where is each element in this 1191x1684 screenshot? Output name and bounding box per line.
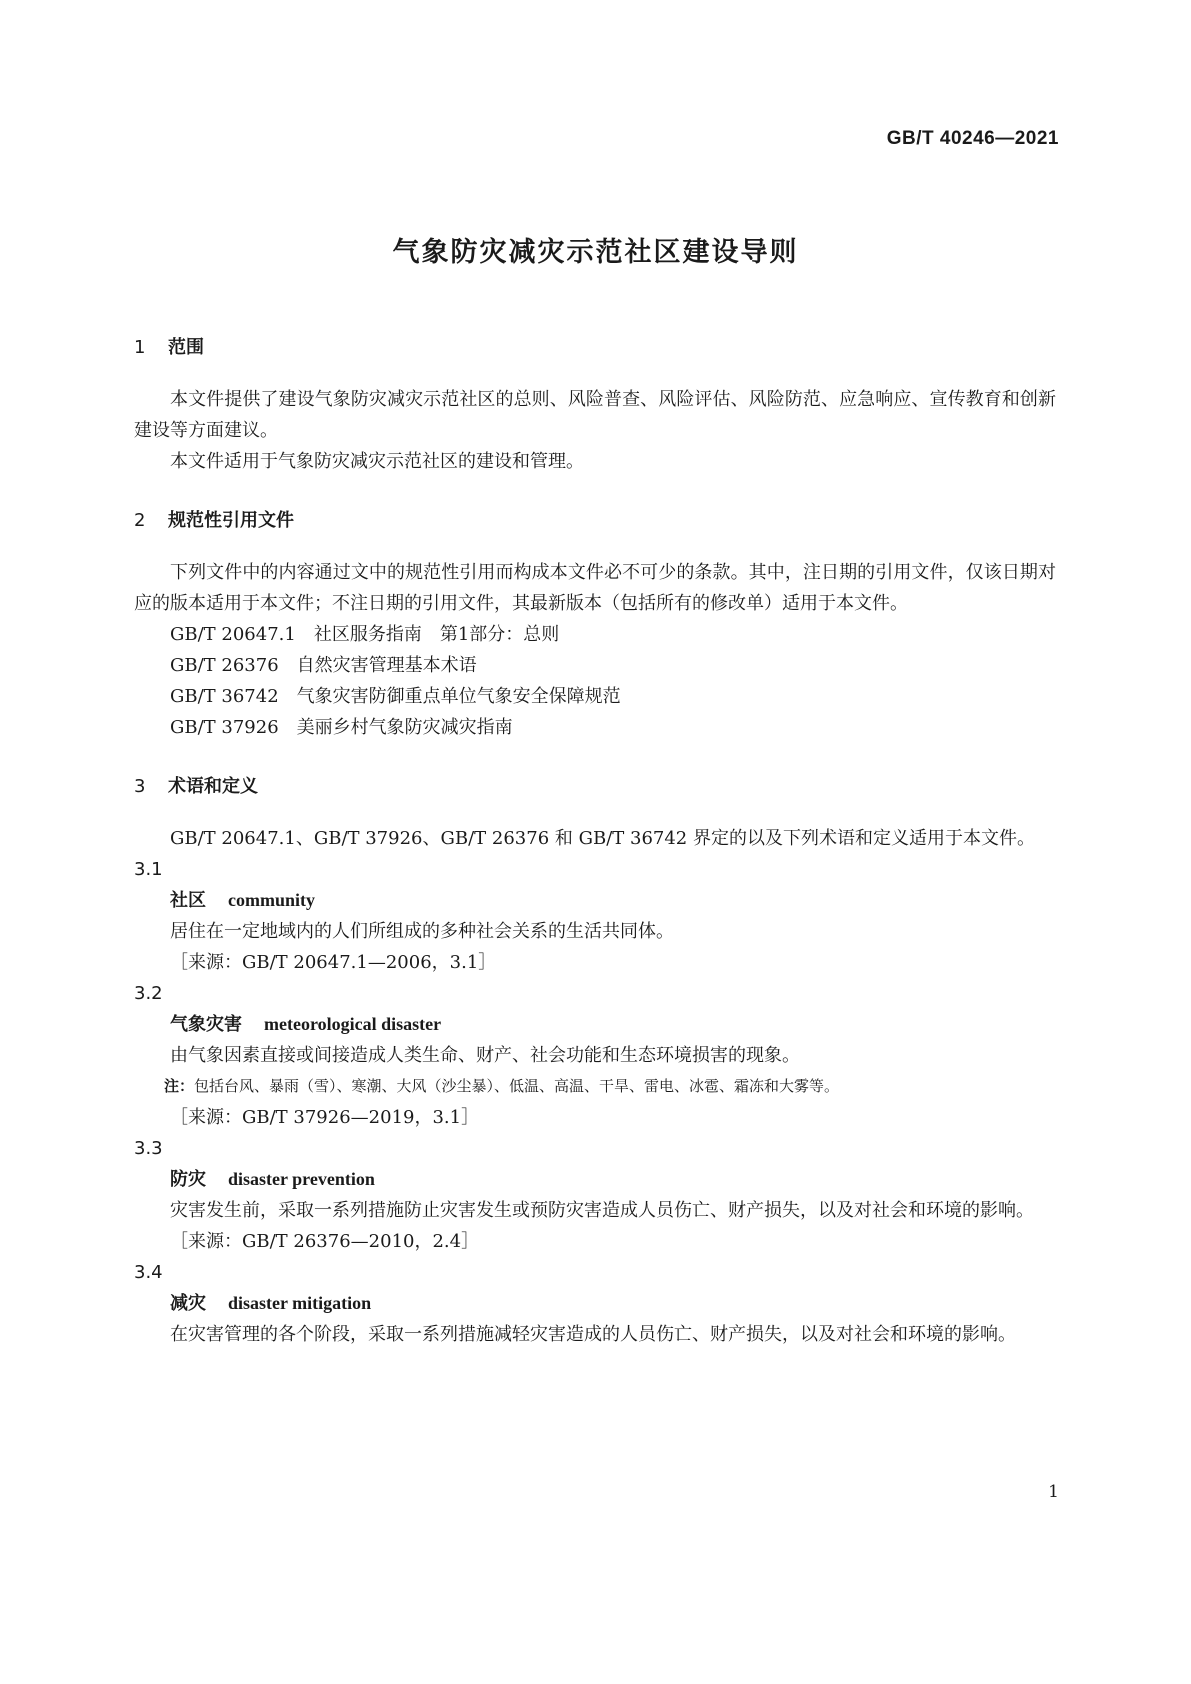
- term-zh: 气象灾害: [170, 1014, 242, 1035]
- term-en: community: [228, 890, 315, 910]
- document-title: 气象防灾减灾示范社区建设导则: [392, 237, 799, 268]
- term-number: 3.3: [134, 1138, 163, 1159]
- term-source: ［来源：GB/T 37926—2019，3.1］: [170, 1107, 480, 1128]
- term-en: disaster prevention: [228, 1169, 375, 1189]
- reference-item: GB/T 36742 气象灾害防御重点单位气象安全保障规范: [170, 686, 621, 707]
- note-label: 注：: [164, 1077, 195, 1095]
- term-zh: 减灾: [170, 1293, 206, 1314]
- reference-item: GB/T 37926 美丽乡村气象防灾减灾指南: [170, 717, 513, 738]
- paragraph: GB/T 20647.1、GB/T 37926、GB/T 26376 和 GB/T 36742 界定的以及下列术语和定义适用于本文件。: [170, 828, 1035, 849]
- section-number: 1: [134, 337, 146, 358]
- term-definition: 居住在一定地域内的人们所组成的多种社会关系的生活共同体。: [170, 921, 674, 942]
- page-number: 1: [1048, 1482, 1059, 1502]
- term-note: [134, 1071, 1056, 1102]
- term-number: 3.4: [134, 1262, 163, 1283]
- term-definition: 在灾害管理的各个阶段，采取一系列措施减轻灾害造成的人员伤亡、财产损失，以及对社会和环境的影响。: [170, 1324, 1016, 1345]
- paragraph: 下列文件中的内容通过文中的规范性引用而构成本文件必不可少的条款。其中，注日期的引用文件，仅该日期对应的版本适用于本文件；不注日期的引用文件，其最新版本（包括所有的修改单）适用于本文件。: [134, 562, 1056, 614]
- reference-item: GB/T 26376 自然灾害管理基本术语: [170, 655, 477, 676]
- reference-item: GB/T 20647.1 社区服务指南 第1部分：总则: [170, 624, 560, 645]
- paragraph: 本文件提供了建设气象防灾减灾示范社区的总则、风险普查、风险评估、风险防范、应急响应、宣传教育和创新建设等方面建议。: [134, 389, 1056, 441]
- term-source: ［来源：GB/T 26376—2010，2.4］: [170, 1231, 480, 1252]
- term-heading: [134, 885, 1056, 916]
- section-3-heading: [134, 771, 1056, 803]
- term-heading: [134, 1164, 1056, 1195]
- note-text: 包括台风、暴雨（雪）、寒潮、大风（沙尘暴）、低温、高温、干旱、雷电、冰雹、霜冻和大雾等。: [194, 1077, 840, 1095]
- term-en: disaster mitigation: [228, 1293, 372, 1313]
- standard-code: GB/T 40246—2021: [886, 128, 1059, 149]
- term-source: ［来源：GB/T 20647.1—2006，3.1］: [170, 952, 497, 973]
- term-number: 3.2: [134, 983, 163, 1004]
- section-2-heading: [134, 505, 1056, 537]
- section-title: 规范性引用文件: [168, 510, 294, 531]
- document-body: [134, 332, 1056, 1350]
- section-number: 2: [134, 510, 146, 531]
- term-zh: 防灾: [170, 1169, 206, 1190]
- term-definition: 由气象因素直接或间接造成人类生命、财产、社会功能和生态环境损害的现象。: [170, 1045, 800, 1066]
- term-heading: [134, 1288, 1056, 1319]
- section-1-heading: [134, 332, 1056, 364]
- paragraph: 本文件适用于气象防灾减灾示范社区的建设和管理。: [170, 451, 584, 472]
- section-title: 范围: [168, 337, 204, 358]
- term-en: meteorological disaster: [264, 1014, 442, 1034]
- term-definition: 灾害发生前，采取一系列措施防止灾害发生或预防灾害造成人员伤亡、财产损失，以及对社会和环境的影响。: [170, 1200, 1034, 1221]
- term-zh: 社区: [170, 890, 206, 911]
- term-number: 3.1: [134, 859, 163, 880]
- term-heading: [134, 1009, 1056, 1040]
- section-title: 术语和定义: [168, 776, 258, 797]
- section-number: 3: [134, 776, 146, 797]
